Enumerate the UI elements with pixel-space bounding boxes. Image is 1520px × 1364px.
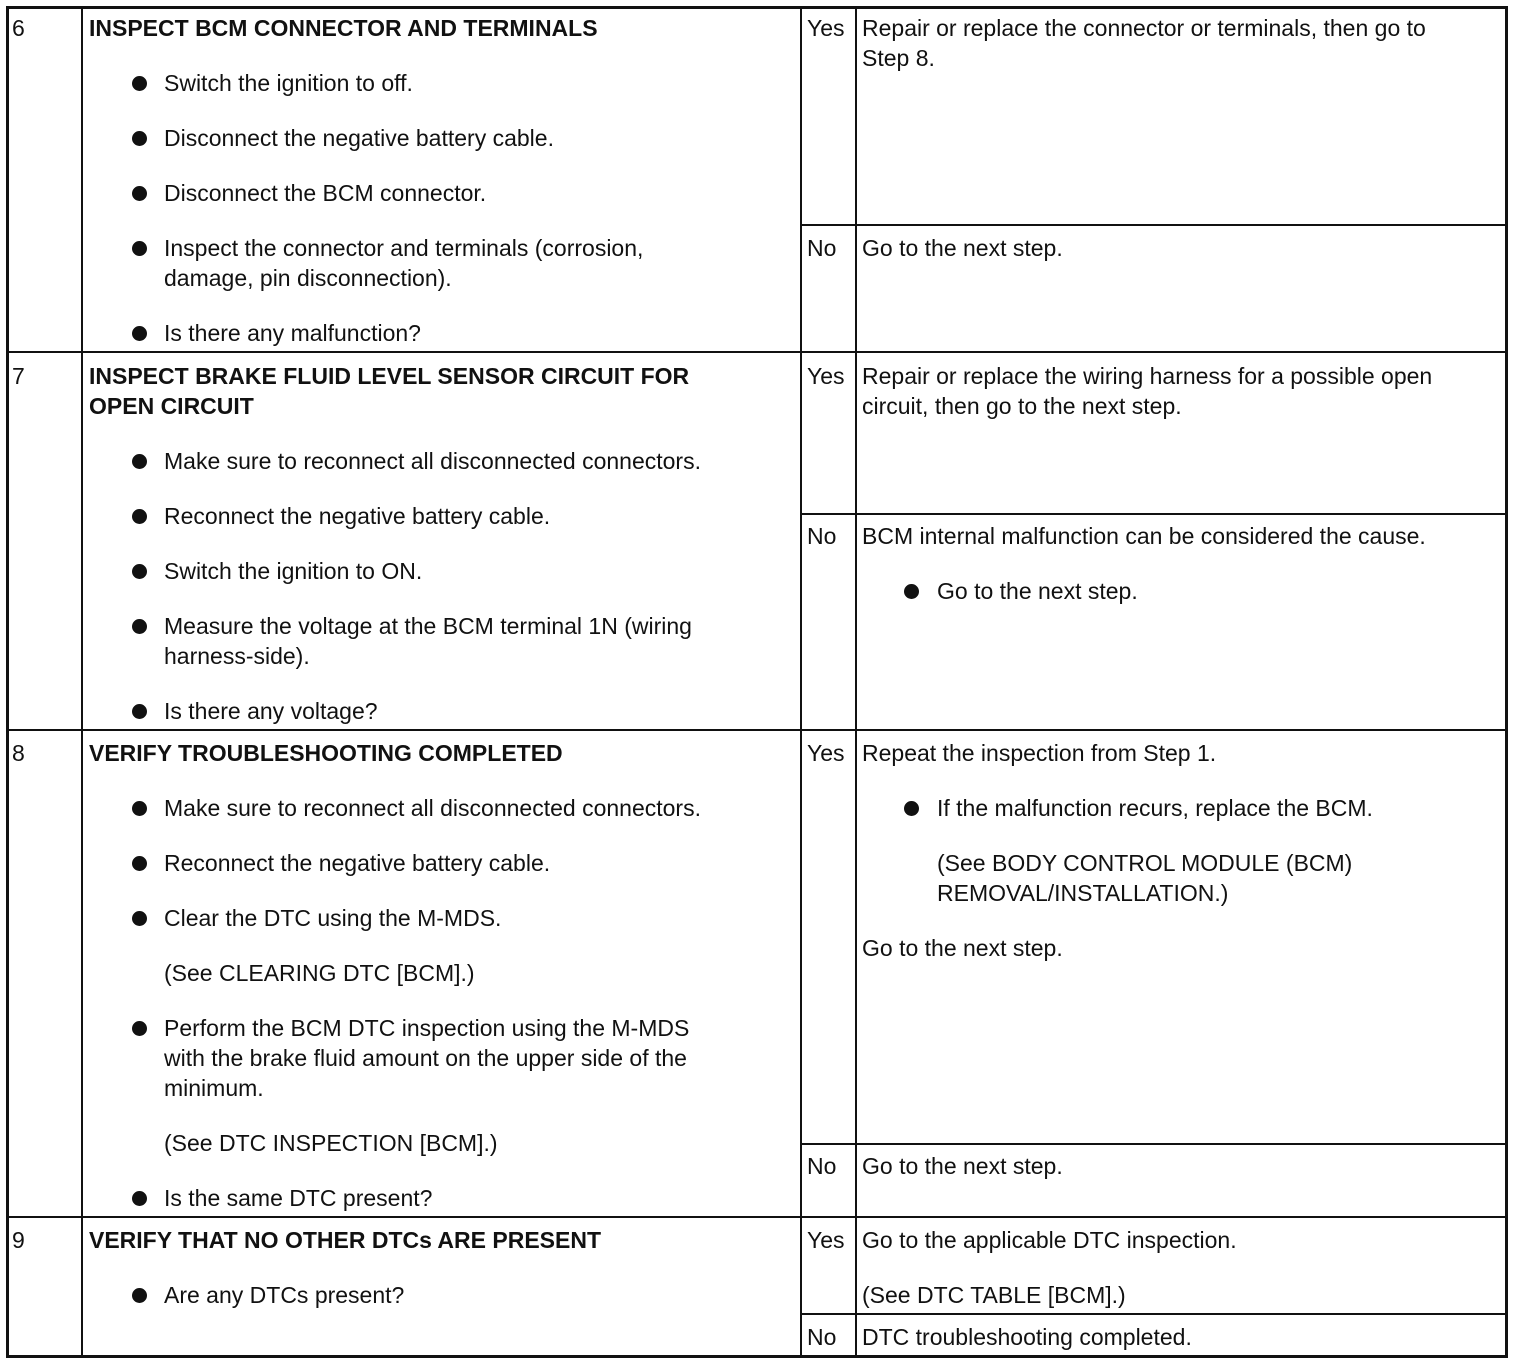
yes-action-bullet: If the malfunction recurs, replace the BCM. (937, 795, 1373, 821)
bullet-icon (132, 619, 147, 634)
yes-action: Repair or replace the connector or terminals, then go to (862, 15, 1426, 41)
no-action-bullet: Go to the next step. (937, 578, 1138, 604)
column-divider (81, 6, 83, 1358)
step-number: 6 (12, 15, 25, 41)
column-divider (855, 6, 857, 1358)
step-item: Inspect the connector and terminals (corrosion, (164, 235, 644, 261)
yes-label: Yes (807, 740, 845, 766)
step-item: damage, pin disconnection). (164, 265, 452, 291)
bullet-icon (132, 856, 147, 871)
no-action: BCM internal malfunction can be considered the cause. (862, 523, 1426, 549)
bullet-icon (132, 454, 147, 469)
table-border-right (1505, 6, 1508, 1358)
bullet-icon (132, 911, 147, 926)
no-label: No (807, 1153, 837, 1179)
yes-no-divider (801, 1143, 1508, 1145)
step-title: OPEN CIRCUIT (89, 393, 254, 419)
step-title: INSPECT BCM CONNECTOR AND TERMINALS (89, 15, 598, 41)
yes-action: Go to the applicable DTC inspection. (862, 1227, 1237, 1253)
step-item: Are any DTCs present? (164, 1282, 405, 1308)
row-divider (6, 351, 1508, 353)
step-item: Disconnect the BCM connector. (164, 180, 487, 206)
yes-action-note: (See DTC TABLE [BCM].) (862, 1282, 1126, 1308)
yes-label: Yes (807, 1227, 845, 1253)
step-item: Measure the voltage at the BCM terminal 1N (wiring (164, 613, 692, 639)
step-item: Reconnect the negative battery cable. (164, 850, 551, 876)
yes-action: circuit, then go to the next step. (862, 393, 1182, 419)
step-item: Perform the BCM DTC inspection using the M-MDS (164, 1015, 690, 1041)
row-divider (6, 729, 1508, 731)
step-item: with the brake fluid amount on the upper side of the (164, 1045, 687, 1071)
yes-label: Yes (807, 15, 845, 41)
no-action: Go to the next step. (862, 1153, 1063, 1179)
bullet-icon (132, 241, 147, 256)
table-border-left (6, 6, 9, 1358)
bullet-icon (132, 564, 147, 579)
yes-no-divider (801, 513, 1508, 515)
bullet-icon (132, 1021, 147, 1036)
bullet-icon (132, 1191, 147, 1206)
no-label: No (807, 523, 837, 549)
step-number: 8 (12, 740, 25, 766)
step-item: Is there any malfunction? (164, 320, 421, 346)
bullet-icon (132, 704, 147, 719)
no-label: No (807, 1324, 837, 1350)
step-number: 7 (12, 363, 25, 389)
step-number: 9 (12, 1227, 25, 1253)
step-item: Clear the DTC using the M-MDS. (164, 905, 502, 931)
yes-action: Go to the next step. (862, 935, 1063, 961)
no-action: Go to the next step. (862, 235, 1063, 261)
step-item: Is there any voltage? (164, 698, 378, 724)
step-item: Switch the ignition to ON. (164, 558, 423, 584)
yes-action-note: REMOVAL/INSTALLATION.) (937, 880, 1229, 906)
step-item: harness-side). (164, 643, 310, 669)
bullet-icon (904, 801, 919, 816)
bullet-icon (132, 76, 147, 91)
step-item: minimum. (164, 1075, 264, 1101)
step-item-note: (See DTC INSPECTION [BCM].) (164, 1130, 498, 1156)
step-title: VERIFY THAT NO OTHER DTCs ARE PRESENT (89, 1227, 602, 1253)
step-item: Is the same DTC present? (164, 1185, 433, 1211)
bullet-icon (132, 131, 147, 146)
bullet-icon (132, 801, 147, 816)
yes-action: Repeat the inspection from Step 1. (862, 740, 1217, 766)
table-border-bottom (6, 1355, 1508, 1358)
yes-no-divider (801, 224, 1508, 226)
bullet-icon (904, 584, 919, 599)
bullet-icon (132, 1288, 147, 1303)
step-title: VERIFY TROUBLESHOOTING COMPLETED (89, 740, 563, 766)
yes-action: Step 8. (862, 45, 935, 71)
yes-action-note: (See BODY CONTROL MODULE (BCM) (937, 850, 1353, 876)
step-item: Disconnect the negative battery cable. (164, 125, 554, 151)
no-action: DTC troubleshooting completed. (862, 1324, 1192, 1350)
yes-no-divider (801, 1313, 1508, 1315)
yes-action: Repair or replace the wiring harness for a possible open (862, 363, 1433, 389)
step-item: Make sure to reconnect all disconnected connectors. (164, 795, 701, 821)
step-item-note: (See CLEARING DTC [BCM].) (164, 960, 475, 986)
no-label: No (807, 235, 837, 261)
table-border-top (6, 6, 1508, 9)
step-title: INSPECT BRAKE FLUID LEVEL SENSOR CIRCUIT FOR (89, 363, 690, 389)
step-item: Reconnect the negative battery cable. (164, 503, 551, 529)
bullet-icon (132, 509, 147, 524)
bullet-icon (132, 186, 147, 201)
row-divider (6, 1216, 1508, 1218)
yes-label: Yes (807, 363, 845, 389)
bullet-icon (132, 326, 147, 341)
step-item: Switch the ignition to off. (164, 70, 413, 96)
step-item: Make sure to reconnect all disconnected connectors. (164, 448, 701, 474)
column-divider (800, 6, 802, 1358)
